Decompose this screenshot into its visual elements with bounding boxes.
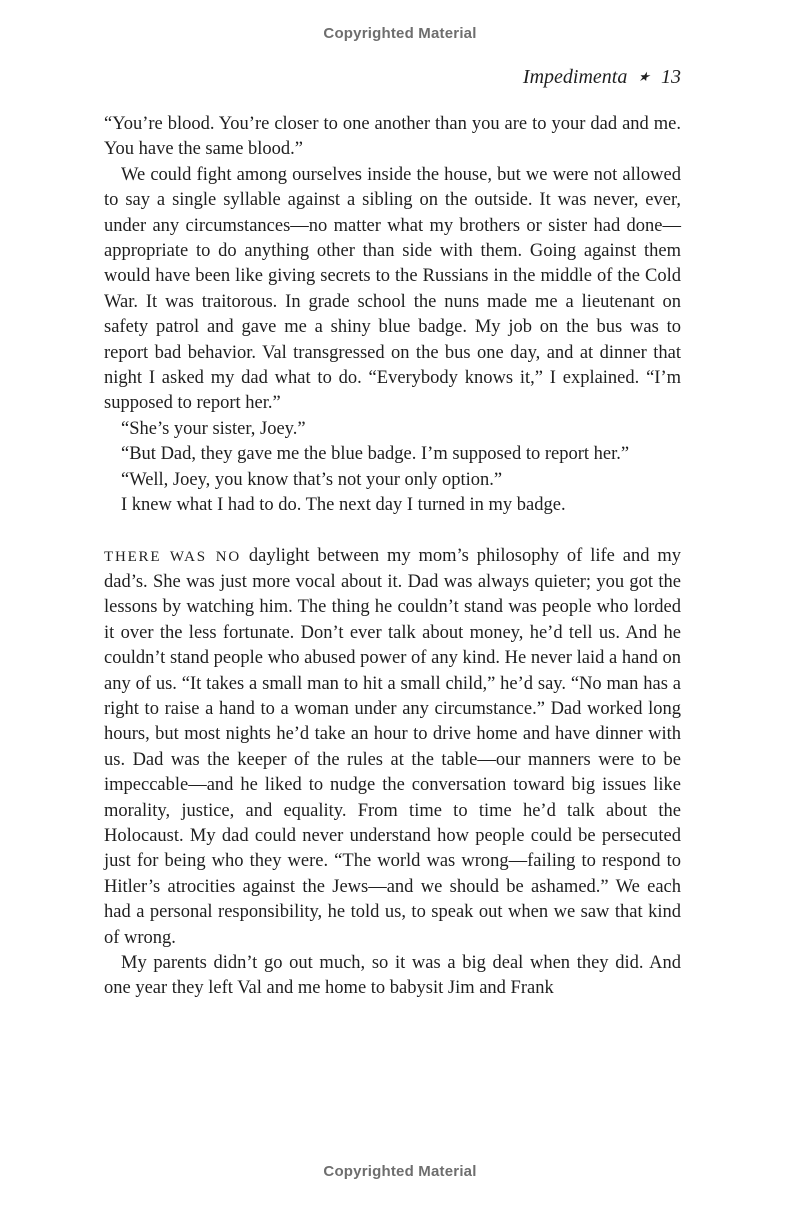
paragraph-4-dialogue: “But Dad, they gave me the blue badge. I’m supposed to report her.” <box>121 444 630 465</box>
paragraph-3-dialogue: “She’s your sister, Joey.” <box>121 418 306 439</box>
copyright-notice-bottom: Copyrighted Material <box>323 1163 477 1180</box>
paragraph-6: I knew what I had to do. The next day I turned in my badge. <box>121 495 566 516</box>
paragraph-8: My parents didn’t go out much, so it was a big deal when they did. And one year they left Val and me home to babysit Jim and Frank <box>104 953 681 999</box>
paragraph-5-dialogue: “Well, Joey, you know that’s not your only option.” <box>121 469 503 490</box>
copyright-notice-top: Copyrighted Material <box>323 25 477 42</box>
running-header <box>104 66 681 89</box>
body-text <box>104 112 681 1002</box>
paragraph-7-text: daylight between my mom’s philosophy of life and my dad’s. She was just more vocal about it. Dad was always quieter; you got the lessons by watching him. The thing he couldn’t stand was people who lorded it over the less fortunate. Don’t ever talk about money, he’d tell us. And he couldn’t stand people who abused power of any kind. He never laid a hand on any of us. “It takes a small man to hit a small child,” he’d say. “No man has a right to raise a hand to a woman under any circumstance.” Dad worked long hours, but most nights he’d take an hour to drive home and have dinner with us. Dad was the keeper of the rules at the table—our manners were to be impeccable—and he liked to nudge the conversation toward big issues like morality, justice, and equality. From time to time he’d talk about the Holocaust. My dad could never understand how people could be persecuted just for being who they were. “The world was wrong—failing to respond to Hitler’s atrocities against the Jews—and we should be ashamed.” We each had a personal responsibility, he told us, to speak out when we saw that kind of wrong. <box>104 545 681 948</box>
star-icon: ★ <box>637 69 652 84</box>
chapter-title: Impedimenta <box>522 66 628 88</box>
paragraph-2: We could fight among ourselves inside the house, but we were not allowed to say a single syllable against a sibling on the outside. It was never, ever, under any circumstances—no matter what my brothers or sister had done—appropriate to do anything other than side with them. Going against them would have been like giving secrets to the Russians in the middle of the Cold War. It was traitorous. In grade school the nuns made me a lieutenant on safety patrol and gave me a shiny blue badge. My job on the bus was to report bad behavior. Val transgressed on the bus one day, and at dinner that night I asked my dad what to do. “Everybody knows it,” I explained. “I’m supposed to report her.” <box>104 164 681 414</box>
paragraph-7-section-start <box>104 544 681 952</box>
paragraph-1: “You’re blood. You’re closer to one another than you are to your dad and me. You have the same blood.” <box>104 114 681 160</box>
page-number: 13 <box>661 66 681 88</box>
small-caps-lead: THERE WAS NO <box>104 548 242 565</box>
